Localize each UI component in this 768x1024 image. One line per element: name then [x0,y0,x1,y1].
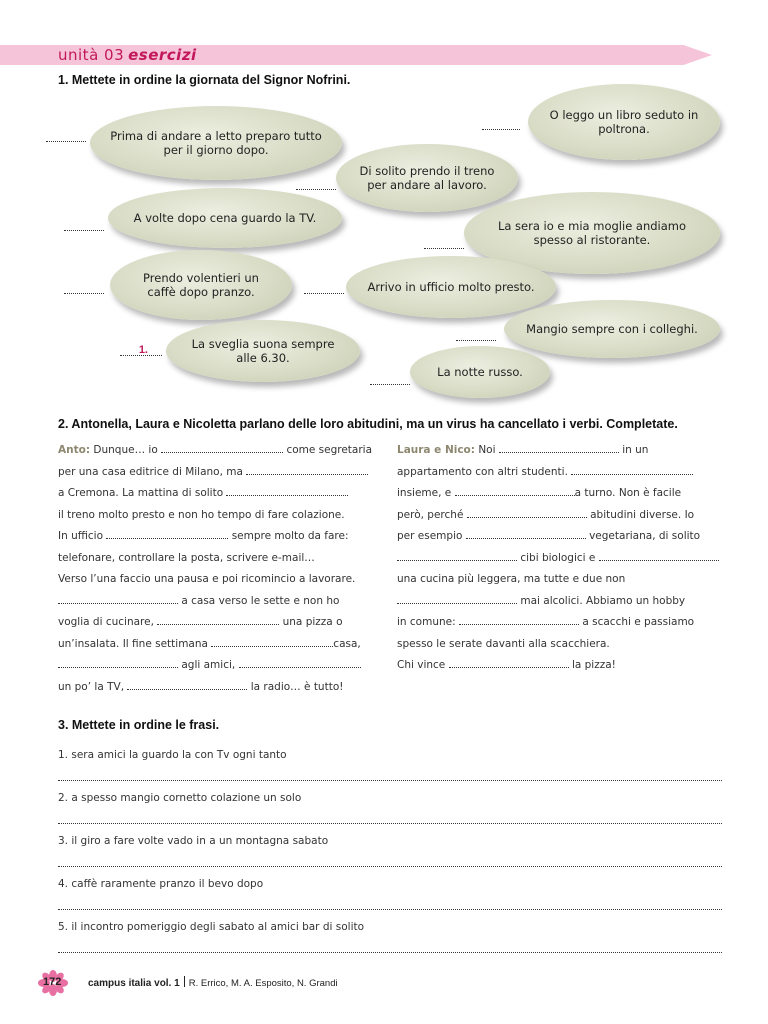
bubble-leggo-libro: O leggo un libro seduto in poltrona. [528,84,720,160]
answer-slot[interactable] [370,373,410,385]
verb-gap[interactable] [459,615,579,625]
text: agli amici, [181,659,236,671]
separator [184,976,185,987]
verb-gap[interactable] [127,680,247,690]
left-column [58,440,380,698]
text: per esempio [397,530,463,542]
verb-gap[interactable] [226,486,348,496]
text: casa, [333,637,361,650]
verb-gap[interactable] [246,465,368,475]
text: in un [622,444,649,456]
bubble-prendo-treno: Di solito prendo il treno per andare al lavoro. [336,144,518,212]
text: una cucina più leggera, ma tutte e due non [397,573,626,585]
sentence-item: 5. il incontro pomeriggio degli sabato al amici bar di solito [58,921,365,933]
text: In ufficio [58,530,104,542]
speaker-laura-nico: Laura e Nico: [397,444,475,456]
text: per una casa editrice di Milano, ma [58,465,243,478]
text: una pizza o [282,616,343,628]
sentence-item: 1. sera amici la guardo la con Tv ogni tanto [58,749,287,761]
book-authors: R. Errico, M. A. Esposito, N. Grandi [188,978,338,989]
answer-slot[interactable] [296,178,336,190]
text: cibi biologici e [520,551,596,564]
bubble-notte: La notte russo. [410,346,550,398]
text: vegetariana, di solito [589,530,701,542]
speaker-anto: Anto: [58,444,91,456]
text: abitudini diverse. Io [590,508,695,521]
verb-gap[interactable] [467,508,587,518]
right-column [397,440,723,677]
section-label: esercizi [128,46,197,64]
verb-gap[interactable] [211,637,333,647]
bubble-sveglia: La sveglia suona sempre alle 6.30. [166,320,360,382]
book-info [88,976,338,989]
answer-slot[interactable] [64,219,104,231]
answer-slot-example[interactable]: 1. [120,344,162,356]
verb-gap[interactable] [449,658,569,668]
verb-gap[interactable] [239,658,361,668]
verb-gap[interactable] [455,486,575,496]
answer-slot[interactable] [46,130,86,142]
verb-gap[interactable] [58,594,178,604]
verb-gap[interactable] [499,443,619,453]
verb-gap[interactable] [466,529,586,539]
text: a turno. Non è facile [574,487,682,499]
answer-line[interactable] [58,951,722,953]
text: un’insalata. Il fine settimana [58,637,208,650]
answer-slot[interactable] [424,237,464,249]
page-number: 172 [43,976,62,988]
answer-line[interactable] [58,865,722,867]
verb-gap[interactable] [106,529,228,539]
bubble-caffe: Prendo volentieri un caffè dopo pranzo. [110,250,292,320]
text: insieme, e [397,487,452,499]
unit-header [58,46,197,64]
text: appartamento con altri studenti. [397,465,568,478]
sentence-item: 3. il giro a fare volte vado in a un montagna sabato [58,835,329,847]
verb-gap[interactable] [397,551,517,561]
text: Verso l’una faccio una pausa e poi ricomincio a lavorare. [58,573,356,585]
text: sempre molto da fare: [231,530,349,542]
text: la radio… è tutto! [250,680,344,693]
bubble-guardo-tv: A volte dopo cena guardo la TV. [108,188,342,248]
bubble-ristorante: La sera io e mia moglie andiamo spesso al ristorante. [464,192,720,274]
answer-line[interactable] [58,779,722,781]
verb-gap[interactable] [161,443,283,453]
answer-slot[interactable] [456,329,496,341]
text: Chi vince [397,659,446,671]
text: la pizza! [571,659,616,671]
text: però, perché [397,508,464,521]
text: a Cremona. La mattina di solito [58,487,224,499]
text: Dunque… io [93,444,158,456]
verb-gap[interactable] [58,658,178,668]
exercise-2-title: 2. Antonella, Laura e Nicoletta parlano delle loro abitudini, ma un virus ha cancellato i verbi. Completate. [58,417,678,431]
text: il treno molto presto e non ho tempo di fare colazione. [58,508,345,521]
verb-gap[interactable] [571,465,693,475]
bubble-ufficio: Arrivo in ufficio molto presto. [346,256,556,318]
text: a scacchi e passiamo [582,616,695,628]
book-title: campus italia vol. 1 [88,978,180,989]
unit-label: unità 03 [58,46,125,64]
text: telefonare, controllare la posta, scrivere e-mail… [58,551,315,564]
verb-gap[interactable] [599,551,719,561]
text: un po’ la TV, [58,680,125,693]
text: in comune: [397,616,456,628]
answer-slot[interactable] [482,118,520,130]
answer-slot[interactable] [304,282,344,294]
bubble-colleghi: Mangio sempre con i colleghi. [504,300,720,358]
verb-gap[interactable] [157,615,279,625]
exercise-3-title: 3. Mettete in ordine le frasi. [58,718,220,732]
page-footer [38,970,738,996]
bubble-prima-di-andare: Prima di andare a letto preparo tutto per il giorno dopo. [90,106,342,180]
text: voglia di cucinare, [58,616,154,628]
text: Noi [478,444,496,456]
verb-gap[interactable] [397,594,517,604]
sentence-item: 2. a spesso mangio cornetto colazione un solo [58,792,302,804]
text: spesso le serate davanti alla scacchiera. [397,637,610,650]
exercise-1-title: 1. Mettete in ordine la giornata del Signor Nofrini. [58,73,351,87]
answer-line[interactable] [58,908,722,910]
answer-slot[interactable] [64,282,104,294]
text: come segretaria [286,444,373,456]
text: mai alcolici. Abbiamo un hobby [520,594,686,607]
sentence-item: 4. caffè raramente pranzo il bevo dopo [58,878,264,890]
answer-line[interactable] [58,822,722,824]
text: a casa verso le sette e non ho [181,594,340,607]
